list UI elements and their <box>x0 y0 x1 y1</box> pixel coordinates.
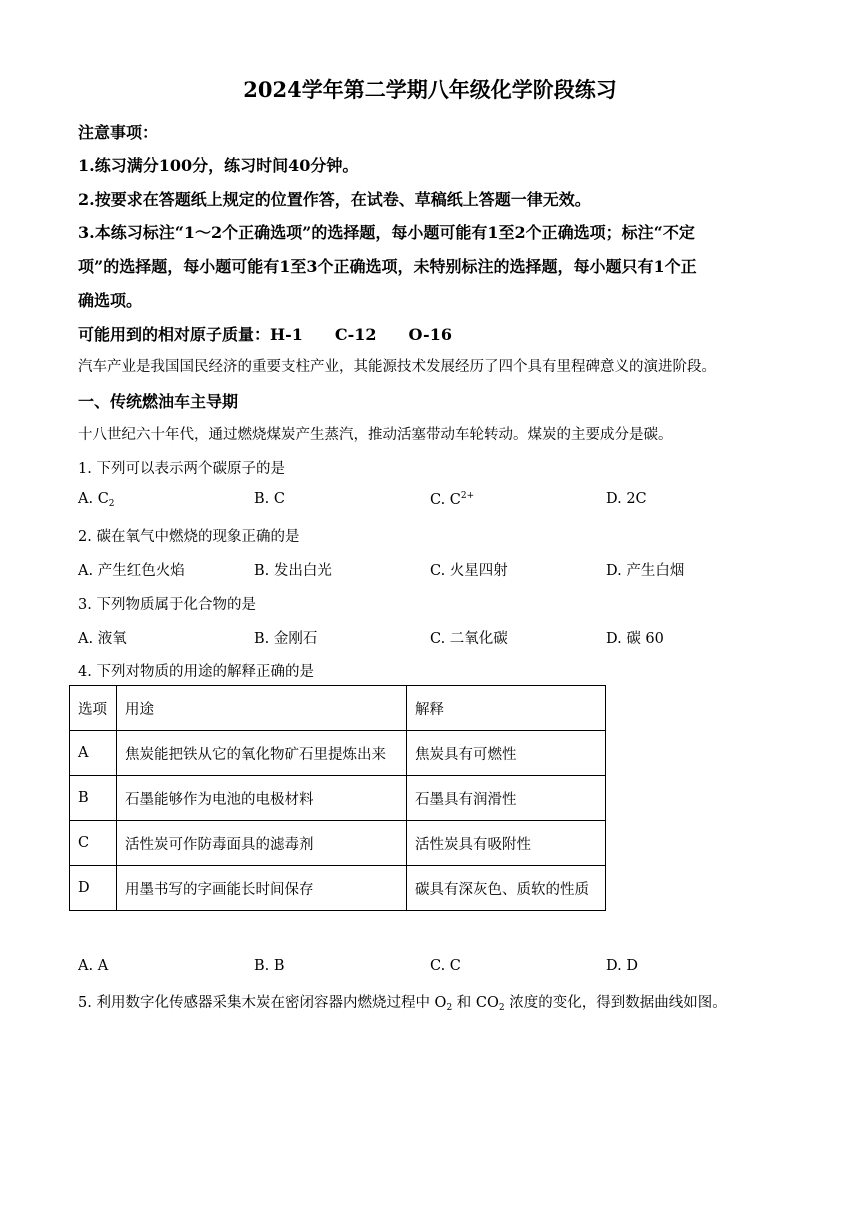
table-cell: B <box>70 776 117 821</box>
table-cell: 用墨书写的字画能长时间保存 <box>117 866 407 911</box>
table-cell: C <box>70 821 117 866</box>
atomic-mass-line: 可能用到的相对原子质量：H-1 C-12 O-16 <box>78 325 452 344</box>
q3-option-d: D. 碳 60 <box>606 631 664 647</box>
table-header-cell: 用途 <box>117 686 407 731</box>
question-2-stem: 2. 碳在氧气中燃烧的现象正确的是 <box>78 529 300 545</box>
table-cell: A <box>70 731 117 776</box>
table-row <box>70 776 606 821</box>
table-cell: 活性炭具有吸附性 <box>407 821 606 866</box>
section-heading: 一、传统燃油车主导期 <box>78 392 239 411</box>
q2-option-a: A. 产生红色火焰 <box>78 563 185 579</box>
notice-item-3-line-1: 3.本练习标注“1～2个正确选项”的选择题，每小题可能有1至2个正确选项；标注“不定 <box>78 223 695 242</box>
question-3-stem: 3. 下列物质属于化合物的是 <box>78 597 256 613</box>
table-cell: 石墨具有润滑性 <box>407 776 606 821</box>
q3-option-c: C. 二氧化碳 <box>430 631 508 647</box>
table-cell: 焦炭具有可燃性 <box>407 731 606 776</box>
notice-item-2: 2.按要求在答题纸上规定的位置作答，在试卷、草稿纸上答题一律无效。 <box>78 190 591 209</box>
notice-item-3-line-2: 项”的选择题，每小题可能有1至3个正确选项，未特别标注的选择题，每小题只有1个正 <box>78 257 697 276</box>
table-cell: D <box>70 866 117 911</box>
q3-option-a: A. 液氧 <box>78 631 127 647</box>
table-row <box>70 821 606 866</box>
notice-heading: 注意事项： <box>78 123 159 142</box>
section-text: 十八世纪六十年代，通过燃烧煤炭产生蒸汽，推动活塞带动车轮转动。煤炭的主要成分是碳。 <box>78 427 673 443</box>
q4-option-c: C. C <box>430 958 461 974</box>
q3-option-b: B. 金刚石 <box>254 631 318 647</box>
question-1-stem: 1. 下列可以表示两个碳原子的是 <box>78 461 285 477</box>
table-row <box>70 731 606 776</box>
table-cell: 活性炭可作防毒面具的滤毒剂 <box>117 821 407 866</box>
q1-option-c: C. $C^{2+}$ <box>430 491 475 508</box>
q1-option-d: D. 2C <box>606 491 647 507</box>
page-title: 2024学年第二学期八年级化学阶段练习 <box>243 77 617 102</box>
table-cell: 焦炭能把铁从它的氧化物矿石里提炼出来 <box>117 731 407 776</box>
notice-item-1: 1.练习满分100分，练习时间40分钟。 <box>78 156 359 175</box>
table-cell: 石墨能够作为电池的电极材料 <box>117 776 407 821</box>
q4-option-b: B. B <box>254 958 285 974</box>
table-header-row <box>70 686 606 731</box>
q2-option-d: D. 产生白烟 <box>606 563 685 579</box>
q1-option-a: A. $C_2$ <box>78 491 115 509</box>
q2-option-b: B. 发出白光 <box>254 563 332 579</box>
question-4-table <box>69 685 606 911</box>
table-row <box>70 866 606 911</box>
notice-item-3-line-3: 确选项。 <box>78 291 143 310</box>
q1-option-b: B. C <box>254 491 285 507</box>
table-header-cell: 解释 <box>407 686 606 731</box>
intro-text: 汽车产业是我国国民经济的重要支柱产业，其能源技术发展经历了四个具有里程碑意义的演进阶段。 <box>78 359 716 375</box>
question-4-stem: 4. 下列对物质的用途的解释正确的是 <box>78 664 314 680</box>
q4-option-a: A. A <box>78 958 109 974</box>
table-header-cell: 选项 <box>70 686 117 731</box>
q4-option-d: D. D <box>606 958 638 974</box>
question-5-stem: 5. 利用数字化传感器采集木炭在密闭容器内燃烧过程中 $O_2$ 和 $CO_2$ 浓度的变化，得到数据曲线如图。 <box>78 995 727 1013</box>
q2-option-c: C. 火星四射 <box>430 563 508 579</box>
table-cell: 碳具有深灰色、质软的性质 <box>407 866 606 911</box>
